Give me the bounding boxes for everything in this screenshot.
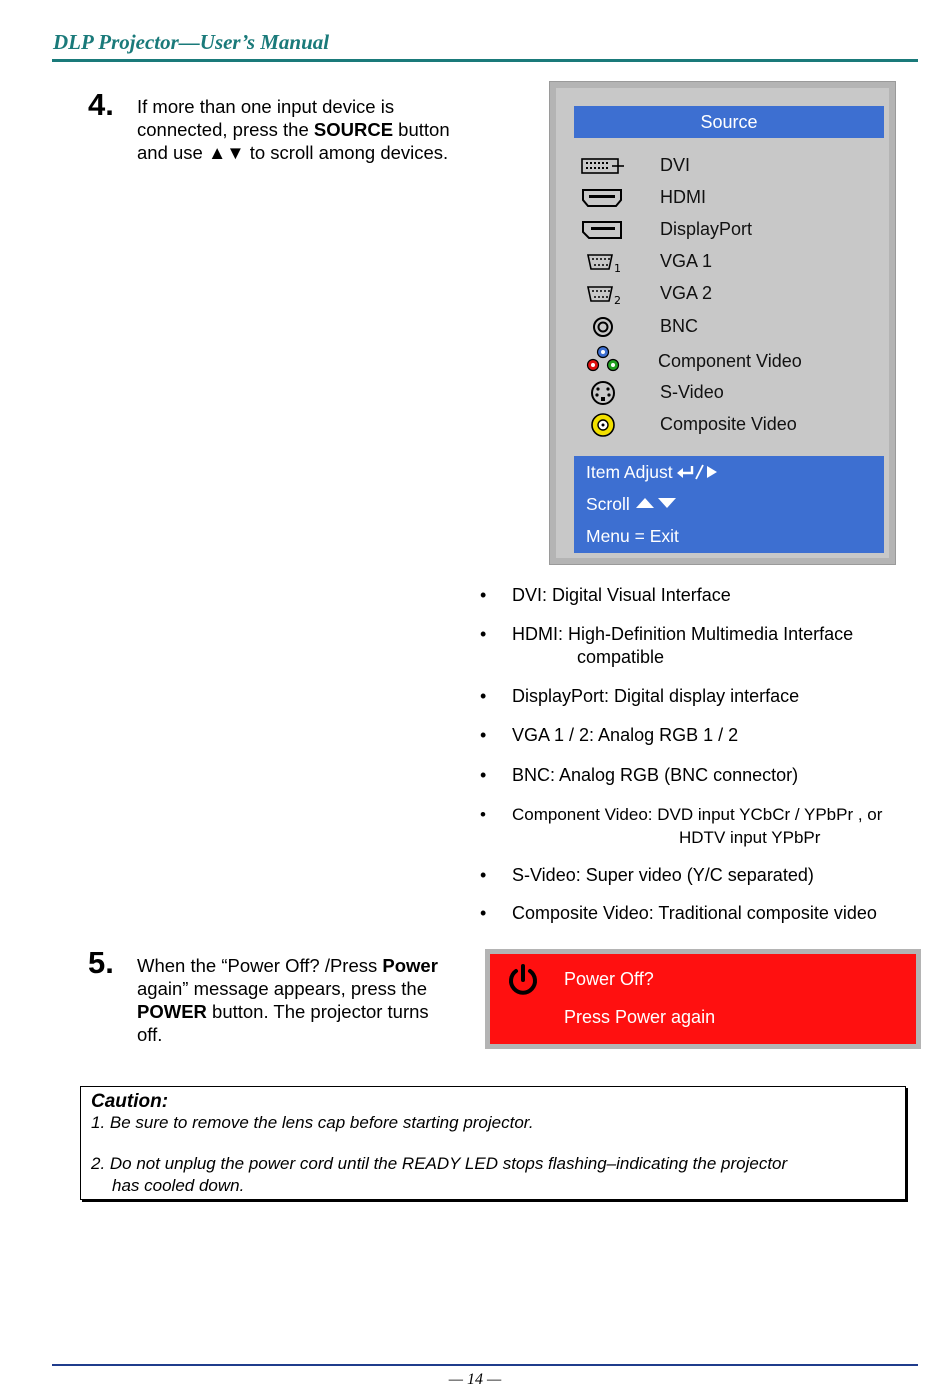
step-5-number: 5. xyxy=(88,945,114,980)
source-item-bnc[interactable] xyxy=(556,312,896,342)
source-item-dvi[interactable] xyxy=(556,151,896,181)
source-item-vga2[interactable] xyxy=(556,279,896,309)
source-item-label: DVI xyxy=(660,155,691,175)
step-5-text-b: again” message appears, press the xyxy=(137,978,428,999)
power-off-osd xyxy=(485,949,921,1049)
footer-rule xyxy=(52,1364,918,1366)
source-item-composite-video[interactable] xyxy=(556,410,896,440)
caution-box xyxy=(80,1086,906,1200)
source-item-label: DisplayPort xyxy=(660,219,753,239)
step-4-text-b: button and use ▲▼ to scroll among devices. xyxy=(137,119,450,163)
source-item-label: VGA 1 xyxy=(660,251,713,271)
source-osd-title: Source xyxy=(574,106,884,138)
help-menu-exit: Menu = Exit xyxy=(586,526,679,546)
source-item-label: BNC xyxy=(660,316,699,336)
vga-port-number: 2 xyxy=(614,294,621,307)
osd-help-panel xyxy=(574,456,884,553)
dvi-port-icon xyxy=(580,153,626,179)
power-button-keyword: POWER xyxy=(137,1001,207,1022)
power-keyword: Power xyxy=(382,955,438,976)
source-keyword: SOURCE xyxy=(313,119,394,140)
caution-item-2: 2. Do not unplug the power cord until the READY LED stops flashing–indicating the projector has cooled down. xyxy=(91,1154,788,1195)
up-down-arrow-icon xyxy=(634,495,680,511)
vga-port-icon xyxy=(580,249,626,275)
source-item-s-video[interactable] xyxy=(556,378,896,408)
source-osd-panel xyxy=(556,88,889,558)
help-item-adjust xyxy=(586,462,720,483)
displayport-icon xyxy=(580,217,626,243)
composite-rca-icon xyxy=(580,412,626,438)
source-item-label: Component Video xyxy=(658,351,802,371)
help-item-adjust-label: Item Adjust xyxy=(586,462,673,482)
hdmi-port-icon xyxy=(580,185,626,211)
help-scroll-label: Scroll xyxy=(586,494,630,514)
step-5-text-c: button. The projector turns off. xyxy=(137,1001,429,1045)
step-5-text-a: When the “Power Off? /Press xyxy=(137,955,383,976)
source-item-label: VGA 2 xyxy=(660,283,713,303)
svideo-connector-icon xyxy=(580,380,626,406)
source-osd-menu xyxy=(549,81,896,565)
header-rule xyxy=(52,59,918,62)
page-number: — 14 — xyxy=(448,1371,502,1388)
power-off-line2: Press Power again xyxy=(564,1007,716,1027)
header-title: DLP Projector—User’s Manual xyxy=(53,30,330,54)
source-item-hdmi[interactable] xyxy=(556,183,896,213)
source-item-label: HDMI xyxy=(660,187,706,207)
caution-title: Caution: xyxy=(91,1091,169,1112)
vga-port-icon xyxy=(580,281,626,307)
step-5-text xyxy=(137,954,447,1046)
power-off-line1: Power Off? xyxy=(564,969,654,989)
source-item-component-video[interactable] xyxy=(556,344,896,378)
source-item-label: S-Video xyxy=(660,382,724,402)
step-4-number: 4. xyxy=(88,87,114,122)
source-item-label: Composite Video xyxy=(660,414,797,434)
help-scroll xyxy=(586,494,680,515)
caution-item-1: 1. Be sure to remove the lens cap before starting projector. xyxy=(91,1113,534,1132)
power-icon xyxy=(505,963,541,999)
source-item-vga1[interactable] xyxy=(556,247,896,277)
component-rca-icon xyxy=(580,344,626,376)
source-item-displayport[interactable] xyxy=(556,215,896,245)
power-off-panel xyxy=(490,954,916,1044)
step-4-text xyxy=(137,95,467,164)
step-4-text-a: If more than one input device is connected, press the xyxy=(137,96,395,140)
enter-right-arrow-icon xyxy=(676,463,720,481)
bnc-connector-icon xyxy=(580,314,626,340)
vga-port-number: 1 xyxy=(614,262,621,275)
